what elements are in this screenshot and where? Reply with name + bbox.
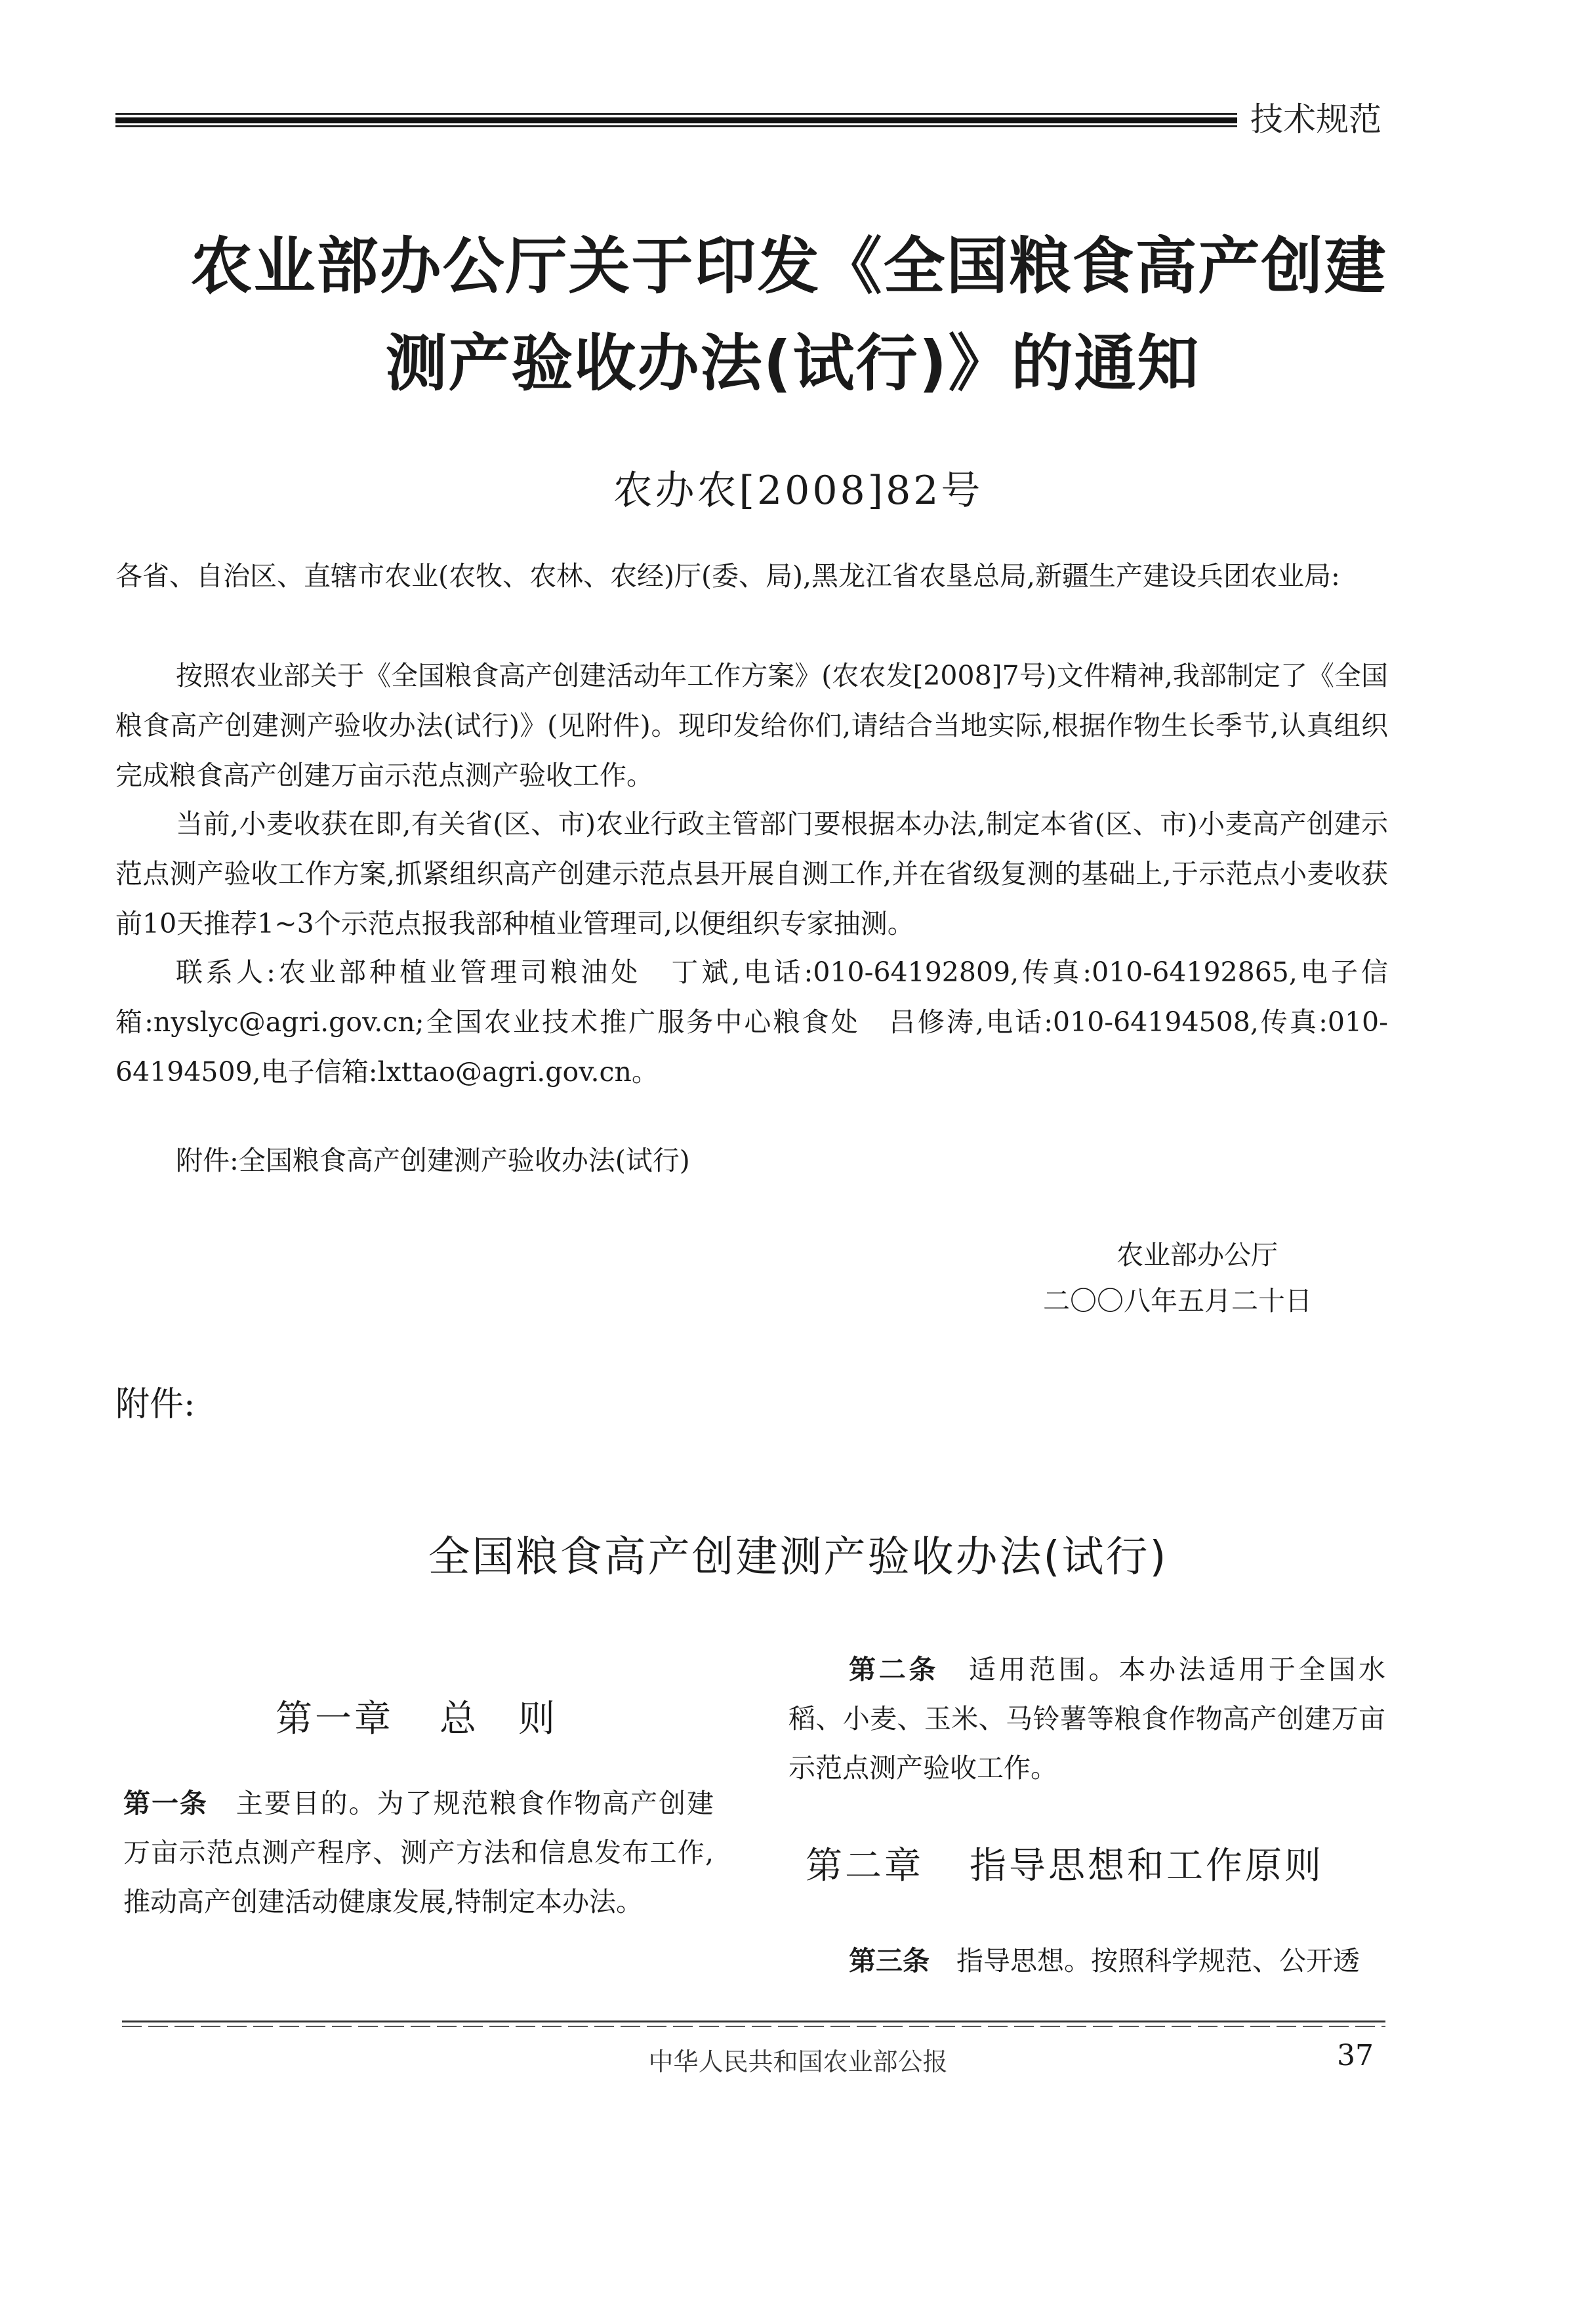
section-label: 技术规范	[1250, 100, 1381, 138]
document-number: 农办农[2008]82号	[613, 468, 983, 514]
contacts-text: 联系人:农业部种植业管理司粮油处 丁斌,电话:010-64192809,传真:010-64192865,电子信箱:nyslyc@agri.gov.cn;全国农业技术推广服务中心粮食处 吕修涛,电话:010-64194508,传真:010-64194509,电子信箱:lxttao@agri.gov.cn。	[115, 956, 1388, 1088]
chapter-1-name: 总 则	[440, 1698, 558, 1740]
header-rule	[115, 113, 1237, 127]
page-number: 37	[1337, 2039, 1374, 2072]
signature-date: 二〇〇八年五月二十日	[1043, 1285, 1312, 1317]
notice-title-line1: 农业部办公厅关于印发《全国粮食高产创建	[190, 231, 1387, 302]
chapter-2-heading	[806, 1837, 1324, 1889]
addressee	[115, 551, 1388, 601]
attachment-label: 附件:	[115, 1385, 195, 1424]
chapter-2-number: 第二章	[806, 1845, 924, 1887]
attachment-note: 附件:全国粮食高产创建测产验收办法(试行)	[176, 1145, 690, 1176]
article-3-text: 指导思想。按照科学规范、公开透	[956, 1945, 1360, 1977]
paragraph-1	[115, 651, 1388, 800]
signature-org: 农业部办公厅	[1116, 1239, 1278, 1271]
article-3	[788, 1937, 1385, 1986]
article-2-text: 适用范围。本办法适用于全国水稻、小麦、玉米、马铃薯等粮食作物高产创建万亩示范点测产验收工作。	[788, 1654, 1386, 1784]
article-1-text: 主要目的。为了规范粮食作物高产创建万亩示范点测产程序、测产方法和信息发布工作,推动高产创建活动健康发展,特制定本办法。	[123, 1788, 714, 1918]
article-1	[123, 1779, 714, 1927]
chapter-1-number: 第一章	[276, 1698, 394, 1740]
notice-title-line2: 测产验收办法(试行)》的通知	[385, 328, 1200, 400]
article-1-head: 第一条	[123, 1788, 208, 1819]
paragraph-2-text: 当前,小麦收获在即,有关省(区、市)农业行政主管部门要根据本办法,制定本省(区、市)小麦高产创建示范点测产验收工作方案,抓紧组织高产创建示范点县开展自测工作,并在省级复测的基础上,于示范点小麦收获前10天推荐1~3个示范点报我部种植业管理司,以便组织专家抽测。	[115, 808, 1388, 939]
chapter-2-name: 指导思想和工作原则	[970, 1845, 1324, 1887]
footer-rule-dashed	[122, 2026, 1385, 2027]
paragraph-1-text: 按照农业部关于《全国粮食高产创建活动年工作方案》(农农发[2008]7号)文件精神,我部制定了《全国粮食高产创建测产验收办法(试行)》(见附件)。现印发给你们,请结合当地实际,根据作物生长季节,认真组织完成粮食高产创建万亩示范点测产验收工作。	[115, 660, 1388, 791]
attachment-title: 全国粮食高产创建测产验收办法(试行)	[428, 1533, 1168, 1582]
article-2-head: 第二条	[849, 1654, 939, 1685]
article-3-head: 第三条	[849, 1945, 930, 1977]
article-2	[788, 1645, 1385, 1793]
paragraph-2	[115, 799, 1388, 949]
footer-rule	[122, 2021, 1385, 2022]
chapter-1-heading	[276, 1690, 558, 1742]
addressee-text: 各省、自治区、直辖市农业(农牧、农林、农经)厅(委、局),黑龙江省农垦总局,新疆生产建设兵团农业局:	[115, 560, 1340, 592]
paragraph-contacts	[115, 947, 1388, 1097]
journal-name: 中华人民共和国农业部公报	[648, 2047, 948, 2076]
